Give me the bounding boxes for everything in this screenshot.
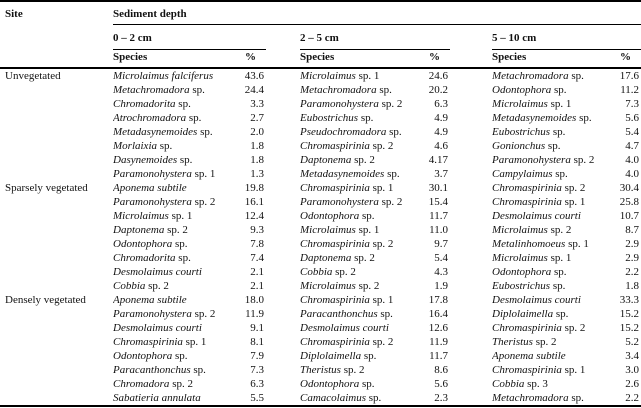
abundance-percent: 6.3 [250, 377, 264, 390]
species-name: Eubostrichus sp. [300, 111, 374, 124]
table-row [0, 83, 641, 97]
abundance-percent: 3.0 [625, 363, 640, 376]
species-name: Desmolaimus courti [300, 321, 389, 334]
column-gap [450, 377, 492, 391]
species-name: Microlaimus sp. 2 [492, 223, 572, 236]
table-row [0, 363, 641, 377]
species-name: Odontophora sp. [300, 377, 375, 390]
table-row [0, 265, 641, 279]
species-name: Metadasynemoides sp. [113, 125, 213, 138]
depth-header-5-10cm: 5 – 10 cm [492, 24, 641, 49]
header-row-depths [0, 24, 641, 49]
column-gap [450, 391, 492, 406]
column-gap [450, 195, 492, 209]
column-gap [450, 125, 492, 139]
column-gap [266, 167, 300, 181]
species-name: Microlaimus sp. 1 [492, 251, 572, 264]
species-column-header: Species [300, 49, 418, 68]
species-name: Campylaimus sp. [492, 167, 568, 180]
species-name: Diplolaimella sp. [300, 349, 377, 362]
column-gap [266, 83, 300, 97]
abundance-percent: 4.7 [625, 139, 640, 152]
column-gap [450, 83, 492, 97]
abundance-percent: 19.8 [244, 181, 264, 194]
table-row [0, 209, 641, 223]
abundance-percent: 30.1 [428, 181, 448, 194]
abundance-percent: 9.7 [434, 237, 448, 250]
abundance-percent: 5.4 [434, 251, 448, 264]
abundance-percent: 12.4 [244, 209, 264, 222]
species-name: Paramonohystera sp. 1 [113, 167, 216, 180]
species-name: Aponema subtile [113, 181, 187, 194]
species-name: Paracanthonchus sp. [300, 307, 393, 320]
species-name: Cobbia sp. 2 [113, 279, 169, 292]
species-column-header: Species [113, 49, 233, 68]
table-row [0, 195, 641, 209]
abundance-percent: 4.17 [428, 153, 448, 166]
species-name: Odontophora sp. [113, 237, 188, 250]
species-name: Chromaspirinia sp. 2 [300, 139, 394, 152]
depth-header-0-2cm: 0 – 2 cm [113, 24, 266, 49]
abundance-percent: 11.7 [429, 349, 448, 362]
site-label [0, 97, 113, 111]
table-row [0, 391, 641, 406]
column-gap [266, 279, 300, 293]
percent-column-header: % [233, 49, 266, 68]
species-name: Cobbia sp. 2 [300, 265, 356, 278]
abundance-percent: 8.7 [625, 223, 640, 236]
species-column-header: Species [492, 49, 608, 68]
table-row [0, 335, 641, 349]
column-gap [266, 125, 300, 139]
abundance-percent: 15.2 [619, 321, 640, 334]
column-gap [266, 321, 300, 335]
column-gap [266, 251, 300, 265]
site-label [0, 377, 113, 391]
site-label: Densely vegetated [5, 293, 86, 306]
abundance-percent: 5.6 [434, 377, 448, 390]
species-name: Chromaspirinia sp. 2 [300, 237, 394, 250]
abundance-percent: 7.8 [250, 237, 264, 250]
abundance-percent: 11.2 [620, 83, 640, 96]
site-label [0, 153, 113, 167]
depth-header-2-5cm: 2 – 5 cm [300, 24, 450, 49]
species-name: Microlaimus sp. 2 [300, 279, 380, 292]
species-name: Chromaspirinia sp. 1 [300, 181, 394, 194]
column-gap [266, 237, 300, 251]
column-gap [266, 293, 300, 307]
header-row-columns [0, 49, 641, 68]
table-row [0, 153, 641, 167]
abundance-percent: 9.3 [250, 223, 264, 236]
species-name: Daptonema sp. 2 [113, 223, 188, 236]
abundance-percent: 12.6 [428, 321, 448, 334]
abundance-percent: 1.3 [250, 167, 264, 180]
column-gap [450, 307, 492, 321]
abundance-percent: 11.0 [429, 223, 448, 236]
abundance-percent: 4.6 [434, 139, 448, 152]
site-label [0, 307, 113, 321]
site-label [0, 139, 113, 153]
species-name: Paramonohystera sp. 2 [113, 307, 216, 320]
column-gap [266, 97, 300, 111]
species-name: Gonionchus sp. [492, 139, 561, 152]
column-gap [450, 293, 492, 307]
species-name: Paramonohystera sp. 2 [113, 195, 216, 208]
abundance-percent: 7.3 [625, 97, 640, 110]
table-row [0, 111, 641, 125]
species-name: Chromaspirinia sp. 2 [492, 181, 586, 194]
table-row [0, 307, 641, 321]
abundance-percent: 2.9 [625, 251, 640, 264]
species-name: Odontophora sp. [492, 265, 567, 278]
column-gap [450, 167, 492, 181]
table-row [0, 251, 641, 265]
abundance-percent: 33.3 [619, 293, 640, 306]
abundance-percent: 2.3 [434, 391, 448, 404]
site-label [0, 391, 113, 406]
table-row [0, 293, 641, 307]
species-name: Desmolaimus courti [492, 209, 581, 222]
species-name: Chromaspirinia sp. 1 [492, 195, 586, 208]
abundance-percent: 17.8 [428, 293, 448, 306]
species-name: Chromaspirinia sp. 2 [300, 335, 394, 348]
abundance-percent: 7.3 [250, 363, 264, 376]
table-row [0, 349, 641, 363]
column-gap [450, 223, 492, 237]
percent-column-header: % [608, 49, 641, 68]
site-column-header: Site [5, 8, 23, 20]
site-label [0, 209, 113, 223]
column-gap [266, 349, 300, 363]
abundance-percent: 1.9 [434, 279, 448, 292]
empty-header-cell [0, 49, 113, 68]
abundance-percent: 2.9 [625, 237, 640, 250]
site-label [0, 265, 113, 279]
site-label [0, 251, 113, 265]
species-name: Chromaspirinia sp. 2 [492, 321, 586, 334]
site-label: Unvegetated [5, 69, 61, 82]
empty-header-cell [0, 24, 113, 49]
species-name: Chromaspirinia sp. 1 [492, 363, 586, 376]
abundance-percent: 43.6 [244, 69, 264, 82]
column-gap [450, 24, 492, 49]
species-name: Metachromadora sp. [300, 83, 392, 96]
species-name: Sabatieria annulata [113, 391, 201, 404]
site-label [0, 321, 113, 335]
species-name: Paramonohystera sp. 2 [300, 195, 403, 208]
species-name: Daptonema sp. 2 [300, 153, 375, 166]
abundance-percent: 2.2 [625, 265, 640, 278]
table-row [0, 97, 641, 111]
table-row [0, 68, 641, 83]
species-name: Desmolaimus courti [113, 265, 202, 278]
column-gap [450, 49, 492, 68]
table-header [0, 1, 641, 68]
column-gap [266, 111, 300, 125]
species-name: Aponema subtile [113, 293, 187, 306]
abundance-percent: 9.1 [250, 321, 264, 334]
header-row-spanner [0, 1, 641, 24]
species-name: Morlaixia sp. [113, 139, 173, 152]
abundance-percent: 7.9 [250, 349, 264, 362]
species-name: Desmolaimus courti [113, 321, 202, 334]
abundance-percent: 6.3 [434, 97, 448, 110]
column-gap [450, 251, 492, 265]
species-name: Metachromadora sp. [492, 391, 584, 404]
abundance-percent: 2.7 [250, 111, 264, 124]
table-row [0, 237, 641, 251]
column-gap [450, 279, 492, 293]
species-name: Dasynemoides sp. [113, 153, 193, 166]
column-gap [450, 97, 492, 111]
site-label [0, 335, 113, 349]
species-name: Metadasynemoides sp. [492, 111, 592, 124]
column-gap [450, 111, 492, 125]
column-gap [266, 335, 300, 349]
table-row [0, 223, 641, 237]
species-name: Metadasynemoides sp. [300, 167, 400, 180]
abundance-percent: 4.0 [625, 167, 640, 180]
column-gap [450, 265, 492, 279]
column-gap [450, 335, 492, 349]
abundance-percent: 5.4 [625, 125, 640, 138]
site-label [0, 279, 113, 293]
sediment-depth-spanner-header: Sediment depth [113, 1, 641, 24]
column-gap [266, 68, 300, 83]
species-name: Pseudochromadora sp. [300, 125, 402, 138]
column-gap [266, 195, 300, 209]
table-row [0, 377, 641, 391]
abundance-percent: 11.9 [245, 307, 264, 320]
site-label [0, 125, 113, 139]
column-gap [450, 209, 492, 223]
species-name: Paramonohystera sp. 2 [492, 153, 595, 166]
species-name: Paracanthonchus sp. [113, 363, 206, 376]
species-name: Paramonohystera sp. 2 [300, 97, 403, 110]
abundance-percent: 30.4 [619, 181, 640, 194]
abundance-percent: 4.3 [434, 265, 448, 278]
column-gap [266, 139, 300, 153]
abundance-percent: 2.6 [625, 377, 640, 390]
abundance-percent: 24.6 [428, 69, 448, 82]
site-label [0, 195, 113, 209]
site-label [0, 237, 113, 251]
site-label [0, 111, 113, 125]
species-name: Theristus sp. 2 [492, 335, 557, 348]
abundance-percent: 8.6 [434, 363, 448, 376]
site-label [0, 363, 113, 377]
column-gap [266, 391, 300, 406]
column-gap [450, 153, 492, 167]
species-name: Eubostrichus sp. [492, 279, 566, 292]
abundance-percent: 25.8 [619, 195, 640, 208]
species-name: Microlaimus sp. 1 [300, 223, 380, 236]
site-label [0, 167, 113, 181]
site-label [0, 349, 113, 363]
species-name: Microlaimus falciferus [113, 69, 214, 82]
column-gap [266, 307, 300, 321]
abundance-percent: 5.2 [625, 335, 640, 348]
table-row [0, 125, 641, 139]
abundance-percent: 16.4 [428, 307, 448, 320]
table-row [0, 181, 641, 195]
percent-column-header: % [418, 49, 450, 68]
column-gap [266, 265, 300, 279]
table-row [0, 167, 641, 181]
table-row [0, 279, 641, 293]
column-gap [266, 181, 300, 195]
abundance-percent: 4.9 [434, 125, 448, 138]
species-name: Odontophora sp. [113, 349, 188, 362]
species-name: Odontophora sp. [300, 209, 375, 222]
abundance-percent: 1.8 [250, 153, 264, 166]
abundance-percent: 3.4 [625, 349, 640, 362]
column-gap [266, 209, 300, 223]
abundance-percent: 20.2 [428, 83, 448, 96]
species-name: Chromaspirinia sp. 1 [113, 335, 207, 348]
species-name: Metachromadora sp. [492, 69, 584, 82]
abundance-percent: 1.8 [250, 139, 264, 152]
abundance-percent: 10.7 [619, 209, 640, 222]
abundance-percent: 2.1 [250, 265, 264, 278]
column-gap [450, 349, 492, 363]
column-gap [450, 321, 492, 335]
abundance-percent: 3.3 [250, 97, 264, 110]
column-gap [266, 363, 300, 377]
species-name: Microlaimus sp. 1 [492, 97, 572, 110]
abundance-percent: 7.4 [250, 251, 264, 264]
abundance-percent: 2.0 [250, 125, 264, 138]
abundance-percent: 15.4 [428, 195, 448, 208]
species-name: Theristus sp. 2 [300, 363, 365, 376]
site-label: Sparsely vegetated [5, 181, 88, 194]
species-name: Desmolaimus courti [492, 293, 581, 306]
table-row [0, 139, 641, 153]
species-name: Eubostrichus sp. [492, 125, 566, 138]
abundance-percent: 11.9 [429, 335, 448, 348]
abundance-percent: 5.6 [625, 111, 640, 124]
abundance-percent: 8.1 [250, 335, 264, 348]
abundance-percent: 2.1 [250, 279, 264, 292]
species-name: Atrochromadora sp. [113, 111, 202, 124]
species-name: Aponema subtile [492, 349, 566, 362]
table-row [0, 321, 641, 335]
species-name: Camacolaimus sp. [300, 391, 382, 404]
abundance-percent: 17.6 [619, 69, 640, 82]
column-gap [450, 181, 492, 195]
site-label [0, 83, 113, 97]
species-name: Diplolaimella sp. [492, 307, 569, 320]
species-name: Chromadorita sp. [113, 97, 191, 110]
species-name: Metachromadora sp. [113, 83, 205, 96]
species-name: Chromadorita sp. [113, 251, 191, 264]
abundance-percent: 18.0 [244, 293, 264, 306]
abundance-percent: 5.5 [250, 391, 264, 404]
species-name: Daptonema sp. 2 [300, 251, 375, 264]
column-gap [450, 68, 492, 83]
abundance-percent: 4.0 [625, 153, 640, 166]
species-name: Microlaimus sp. 1 [113, 209, 193, 222]
table-body [0, 68, 641, 406]
site-label [0, 223, 113, 237]
abundance-percent: 16.1 [244, 195, 264, 208]
abundance-percent: 1.8 [625, 279, 640, 292]
abundance-percent: 2.2 [625, 391, 640, 404]
column-gap [266, 377, 300, 391]
species-name: Odontophora sp. [492, 83, 567, 96]
abundance-percent: 15.2 [619, 307, 640, 320]
species-name: Metalinhomoeus sp. 1 [492, 237, 589, 250]
column-gap [266, 49, 300, 68]
column-gap [266, 153, 300, 167]
column-gap [266, 24, 300, 49]
column-gap [450, 237, 492, 251]
species-name: Microlaimus sp. 1 [300, 69, 380, 82]
column-gap [450, 363, 492, 377]
abundance-percent: 11.7 [429, 209, 448, 222]
abundance-percent: 24.4 [244, 83, 264, 96]
species-name: Cobbia sp. 3 [492, 377, 548, 390]
abundance-percent: 3.7 [434, 167, 448, 180]
species-name: Chromaspirinia sp. 1 [300, 293, 394, 306]
abundance-percent: 4.9 [434, 111, 448, 124]
column-gap [266, 223, 300, 237]
column-gap [450, 139, 492, 153]
species-name: Chromadora sp. 2 [113, 377, 193, 390]
